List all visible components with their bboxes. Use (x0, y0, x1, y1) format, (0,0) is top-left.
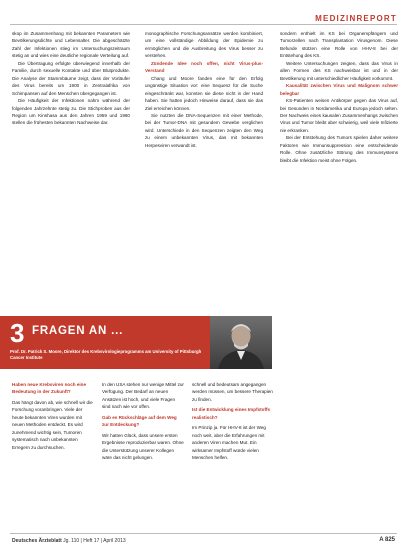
paragraph: KS-Patienten weisen Antikörper gegen das Virus auf, bei Gesunden in Nordamerika und Europa jedoch selten. Der Nachweis eines kausalen Zusammenhangs zwischen Virus und Tumor bleibt aber schwierig, weil viele Infizierte nie erkranken. (280, 98, 398, 133)
interview-answer: Wir hatten Glück, dass unsere ersten Ergebnisse reproduzierbar waren. Ohne die Unterstützung unserer Kollegen wäre das nicht gelungen. (102, 432, 184, 461)
interview-number: 3 (10, 318, 25, 348)
article-column-3 (280, 30, 398, 528)
paragraph: sondern enthielt im KS bei Organempfängern und Tumorzellen nach Transplantation Virusgenom. Diese Befunde stützen eine Rolle von HHV-8 bei der Entstehung des KS. (280, 31, 398, 59)
issue-info: Jg. 110 | Heft 17 | April 2013 (63, 538, 126, 544)
page-number: A 825 (379, 537, 395, 543)
interview-column-3 (192, 381, 274, 525)
interview-answer: Das hängt davon ab, wie schnell wir die Forschung voranbringen. Viele der heute bekannten Viren wurden mit neuen Methoden entdeckt. Es wird zunehmend wichtig sein, Tumoren systematisch nach unbekannten Erregern zu durchsuchen. (12, 399, 93, 450)
footer (12, 538, 126, 544)
paragraph: Die Übertragung erfolgte überwiegend innerhalb der Familie, durch sexuelle Kontakte und über Blutprodukte. Die Analyse der Stammbäume zeigt, dass der Vorläufer des Virus bereits um 1900 in Zentralafrika von Schimpansen auf den Menschen übergegangen ist. (12, 60, 130, 96)
article-column-2 (145, 30, 263, 311)
interview-answer: In den USA stehen nur wenige Mittel zur Verfügung. Der Bedarf an neuen Ansätzen ist hoch, und viele Fragen sind nach wie vor offen. (102, 382, 184, 410)
portrait-figure (210, 316, 272, 369)
interview-answer: schnell und bedeutsam angegangen werden müssen, um bessere Therapien zu finden. (192, 382, 273, 402)
paragraph: Die Häufigkeit der Infektionen nahm während der folgenden Jahrzehnte stetig zu. Die Stichproben aus der Region um Kinshasa aus den Jahren 1959 und 1960 stellen die frühesten bekannten Nachweise dar. (12, 98, 130, 126)
journal-name: Deutsches Ärzteblatt (12, 538, 62, 544)
interview-answer: Im Prinzip ja. Für HHV-8 ist der Weg noch weit, aber die Erfahrungen mit anderen Viren machen Mut. Ein wirksamer Impfstoff würde vielen Menschen helfen. (192, 425, 266, 461)
paragraph: monographische Forschungsansätze werden kombiniert, um eine vollständige Abbildung der Epidemie zu ermöglichen und die Ausbreitung des Virus besser zu verstehen. (145, 31, 263, 59)
bottom-rule (10, 533, 397, 534)
subheading: Kausalität zwischen Virus und Malignom schwer belegbar (280, 83, 398, 96)
paragraph: Bei der Entstehung des Tumors spielen daher weitere Faktoren wie Immunsuppression eine entscheidende Rolle. Ohne zusätzliche Störung des Immunsystems bleibt die Infektion meist ohne Folgen. (280, 135, 398, 163)
portrait-photo (210, 316, 272, 369)
interview-title: FRAGEN AN ... (32, 325, 124, 337)
section-label: MEDIZINREPORT (315, 14, 397, 23)
interview-question: Haben neue Krebsviren noch eine Bedeutung in der Zukunft? (12, 382, 87, 395)
interview-column-2 (102, 381, 184, 525)
interview-question: Gab es Rückschläge auf dem Weg zur Entdeckung? (102, 414, 177, 428)
top-rule (10, 24, 397, 25)
interview-question: Ist die Entwicklung eines Impfstoffs realistisch? (192, 407, 271, 420)
paragraph: Weitere Untersuchungen zeigten, dass das Virus in allen Formen des KS nachweisbar ist und in der Bevölkerung mit unterschiedlicher Häufigkeit vorkommt. (280, 60, 398, 81)
paragraph: skop im Zusammenhang mit bekannten Parametern wie Bevölkerungsdichte und Lebensalter. Die abgeschätzte Zahl der Infektionen stieg im Untersuchungszeitraum stetig an und wies eine deutliche regionale Verteilung auf. (12, 31, 130, 59)
interview-subtitle: Prof. Dr. Patrick S. Moore, Direktor des Krebsvirologieprogramms am University of Pittsburgh Cancer Institute (10, 349, 202, 360)
subheading: Zündende Idee noch offen, nicht Virus-plus-Verstand (145, 60, 263, 74)
interview-column-1 (12, 381, 94, 525)
paragraph: Sie nutzten die DNA-Sequenzen mit einer Methode, bei der Tumor-DNA mit gesundem Gewebe verglichen wird. Unterschiede in den Sequenzen zeigten den Weg zu einem unbekannten Virus, das mit bekannten Herpesviren verwandt ist. (145, 112, 263, 148)
article-column-1 (12, 30, 130, 311)
paragraph: Chang und Moore fanden eine für den Erfolg ungünstige Situation vor: eine Sequenz für die Suche eingeschränkt war, konnten sie diese nicht in der Hand haben. Sie hatten jedoch Hinweise darauf, dass sie das Ziel erreichen können. (145, 75, 263, 111)
